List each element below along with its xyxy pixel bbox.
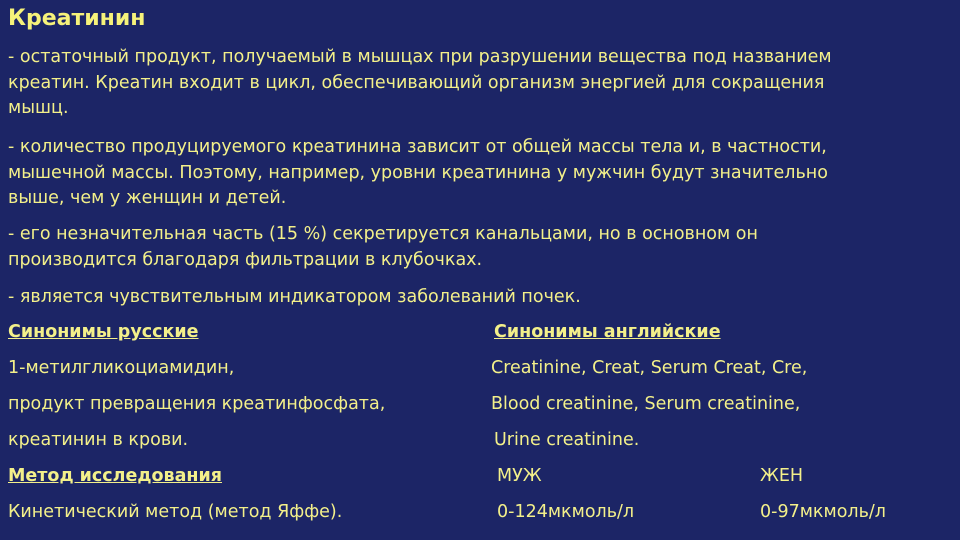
female-label: ЖЕН	[760, 466, 804, 486]
synonym-russian: креатинин в крови.	[8, 430, 189, 450]
paragraph-body-mass	[8, 135, 952, 212]
paragraph-secretion	[8, 222, 952, 273]
synonym-english: Blood creatinine, Serum creatinine,	[491, 394, 801, 414]
paragraph-line: мышц.	[8, 98, 69, 118]
paragraph-line: - количество продуцируемого креатинина зависит от общей массы тела и, в частности,	[8, 137, 827, 157]
synonym-english: Urine creatinine.	[494, 430, 640, 450]
synonym-russian: продукт превращения креатинфосфата,	[8, 394, 386, 414]
method-heading: Метод исследования	[8, 466, 222, 486]
method-name: Кинетический метод (метод Яффе).	[8, 502, 343, 522]
slide-title: Креатинин	[8, 6, 146, 31]
female-reference-value: 0-97мкмоль/л	[760, 502, 886, 522]
synonym-russian: 1-метилгликоциамидин,	[8, 358, 235, 378]
paragraph-definition	[8, 45, 952, 122]
paragraph-indicator	[8, 285, 952, 311]
paragraph-line: - его незначительная часть (15 %) секретируется канальцами, но в основном он	[8, 224, 758, 244]
synonyms-russian-heading: Синонимы русские	[8, 322, 199, 342]
synonyms-english-heading: Синонимы английские	[494, 322, 721, 342]
paragraph-line: мышечной массы. Поэтому, например, уровни креатинина у мужчин будут значительно	[8, 162, 828, 183]
male-label: МУЖ	[497, 466, 542, 486]
paragraph-line: - остаточный продукт, получаемый в мышцах при разрушении вещества под названием	[8, 47, 832, 67]
paragraph-line: выше, чем у женщин и детей.	[8, 188, 287, 208]
synonym-english: Creatinine, Creat, Serum Creat, Cre,	[491, 358, 808, 378]
paragraph-line: производится благодаря фильтрации в клубочках.	[8, 249, 483, 270]
male-reference-value: 0-124мкмоль/л	[497, 502, 635, 522]
paragraph-line: креатин. Креатин входит в цикл, обеспечивающий организм энергией для сокращения	[8, 72, 825, 93]
paragraph-line: - является чувствительным индикатором заболеваний почек.	[8, 287, 581, 307]
